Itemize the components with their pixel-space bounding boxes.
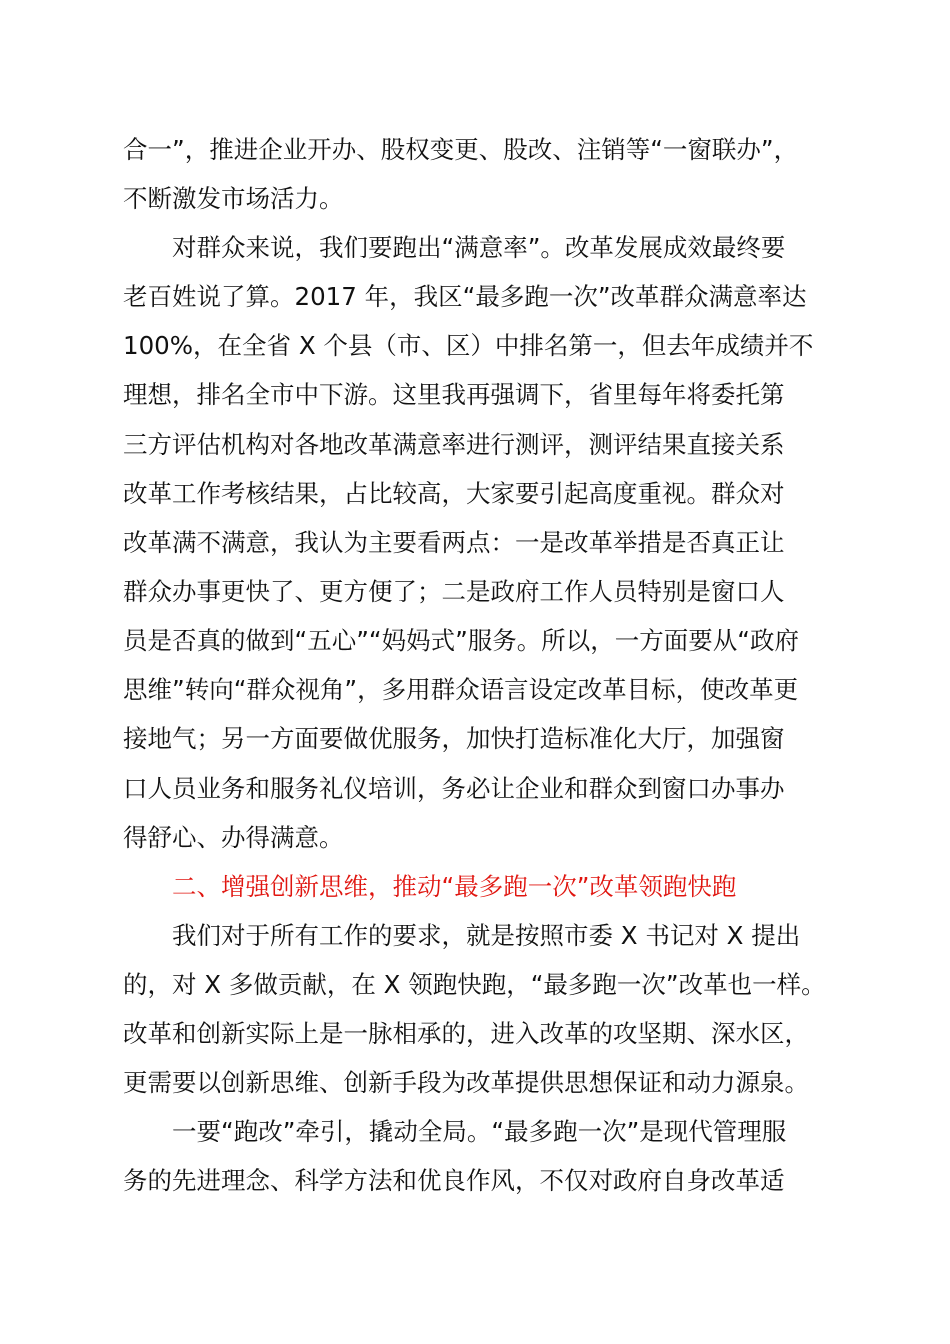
paragraph-line: 口人员业务和服务礼仪培训，务必让企业和群众到窗口办事办 xyxy=(123,774,785,803)
paragraph-line: 接地气；另一方面要做优服务，加快打造标准化大厅，加强窗 xyxy=(123,724,785,753)
paragraph-line: 员是否真的做到“五心”“妈妈式”服务。所以，一方面要从“政府 xyxy=(123,626,799,655)
paragraph-line: 思维”转向“群众视角”，多用群众语言设定改革目标，使改革更 xyxy=(123,675,799,704)
section-heading: 二、增强创新思维，推动“最多跑一次”改革领跑快跑 xyxy=(123,872,737,901)
paragraph-line: 不断激发市场活力。 xyxy=(123,184,344,213)
paragraph-line: 100%，在全省 X 个县（市、区）中排名第一，但去年成绩并不 xyxy=(123,331,814,360)
paragraph-line: 群众办事更快了、更方便了；二是政府工作人员特别是窗口人 xyxy=(123,577,785,606)
paragraph-line: 我们对于所有工作的要求，就是按照市委 X 书记对 X 提出 xyxy=(123,921,801,950)
paragraph-line: 老百姓说了算。2017 年，我区“最多跑一次”改革群众满意率达 xyxy=(123,282,807,311)
paragraph-line: 三方评估机构对各地改革满意率进行测评，测评结果直接关系 xyxy=(123,430,785,459)
paragraph-line: 的，对 X 多做贡献，在 X 领跑快跑，“最多跑一次”改革也一样。 xyxy=(123,970,826,999)
paragraph-line: 务的先进理念、科学方法和优良作风，不仅对政府自身改革适 xyxy=(123,1166,785,1195)
paragraph-line: 合一”，推进企业开办、股权变更、股改、注销等“一窗联办”， xyxy=(123,135,799,164)
paragraph-line: 改革满不满意，我认为主要看两点：一是改革举措是否真正让 xyxy=(123,528,785,557)
paragraph-line: 改革和创新实际上是一脉相承的，进入改革的攻坚期、深水区， xyxy=(123,1019,809,1048)
paragraph-line: 更需要以创新思维、创新手段为改革提供思想保证和动力源泉。 xyxy=(123,1068,809,1097)
paragraph-line: 理想，排名全市中下游。这里我再强调下，省里每年将委托第 xyxy=(123,380,785,409)
paragraph-line: 一要“跑改”牵引，撬动全局。“最多跑一次”是现代管理服 xyxy=(123,1117,787,1146)
paragraph-line: 得舒心、办得满意。 xyxy=(123,823,344,852)
paragraph-line: 对群众来说，我们要跑出“满意率”。改革发展成效最终要 xyxy=(123,233,786,262)
paragraph-line: 改革工作考核结果，占比较高，大家要引起高度重视。群众对 xyxy=(123,479,785,508)
